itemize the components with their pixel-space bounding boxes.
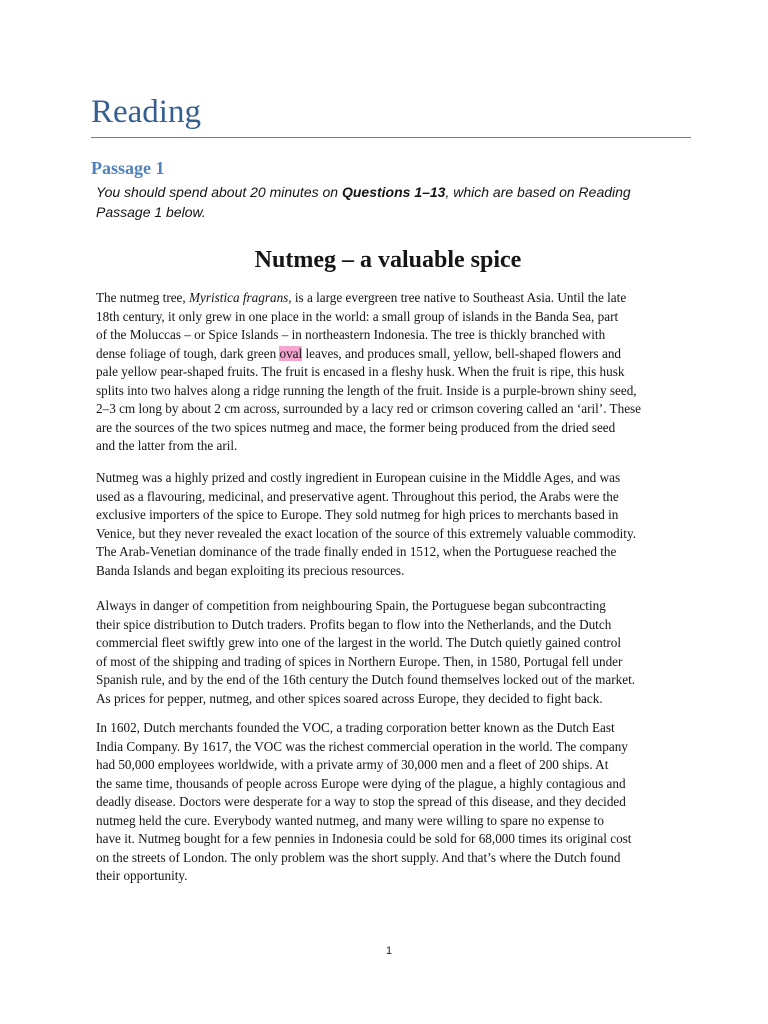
text-line xyxy=(96,719,631,738)
text-line xyxy=(96,382,641,401)
text-run: used as a flavouring, medicinal, and preservative agent. Throughout this period, the Arabs were the xyxy=(96,488,619,504)
text-run: Always in danger of competition from neighbouring Spain, the Portuguese began subcontracting xyxy=(96,598,606,613)
text-line xyxy=(96,400,641,419)
italic-text: Myristica fragrans xyxy=(189,290,289,305)
text-line xyxy=(96,437,641,456)
text-line xyxy=(96,738,631,757)
paragraph-2 xyxy=(96,469,636,580)
instructions xyxy=(96,182,631,222)
text-line xyxy=(96,488,636,507)
text-line xyxy=(96,867,631,886)
text-run: deadly disease. Doctors were desperate for a way to stop the spread of this disease, and they decided xyxy=(96,794,626,809)
passage-title: Nutmeg – a valuable spice xyxy=(254,247,522,273)
text-line xyxy=(96,469,636,488)
text-line xyxy=(96,830,631,849)
paragraph-1 xyxy=(96,289,641,456)
text-line xyxy=(96,182,631,202)
text-run: are the sources of the two spices nutmeg and mace, the former being produced from the dried seed xyxy=(96,419,616,435)
text-run: dense foliage of tough, dark green xyxy=(96,345,280,361)
text-run: , is a large evergreen tree native to Southeast Asia. Until the late xyxy=(288,290,627,305)
text-line xyxy=(96,326,641,345)
paragraph-3 xyxy=(96,597,635,708)
text-run: Spanish rule, and by the end of the 16th century the Dutch found themselves locked out of the market. xyxy=(96,672,636,687)
section-heading: Reading xyxy=(91,94,201,130)
text-line xyxy=(96,419,641,438)
text-run: nutmeg held the cure. Everybody wanted nutmeg, and many were willing to spare no expense to xyxy=(96,812,604,828)
text-run: of the Moluccas – or Spice Islands – in northeastern Indonesia. The tree is thickly branched with xyxy=(96,327,606,342)
text-run: on the streets of London. The only problem was the short supply. And that’s where the Dutch found xyxy=(96,849,621,865)
text-run: Venice, but they never revealed the exact location of the source of this extremely valuable commodity. xyxy=(96,525,636,541)
text-line xyxy=(96,525,636,544)
text-line xyxy=(96,562,636,581)
text-run: In 1602, Dutch merchants founded the VOC, a trading corporation better known as the Dutch East xyxy=(96,720,615,735)
text-run: exclusive importers of the spice to Europe. They sold nutmeg for high prices to merchants based in xyxy=(96,507,619,522)
paragraph-4 xyxy=(96,719,631,886)
text-run: their spice distribution to Dutch traders. Profits began to flow into the Netherlands, and the Dutch xyxy=(96,616,612,632)
text-run: pale yellow pear-shaped fruits. The fruit is encased in a fleshy husk. When the fruit is ripe, this husk xyxy=(96,364,625,379)
text-line xyxy=(96,634,635,653)
text-line xyxy=(96,543,636,562)
text-run: commercial fleet swiftly grew into one of the largest in the world. The Dutch quietly gained control xyxy=(96,635,622,650)
text-run: 18th century, it only grew in one place in the world: a small group of islands in the Banda Sea, part xyxy=(96,308,619,324)
text-line xyxy=(96,690,635,709)
text-run: Passage 1 below. xyxy=(96,204,206,220)
text-line xyxy=(96,289,641,308)
text-line xyxy=(96,308,641,327)
text-line xyxy=(96,506,636,525)
text-run: have it. Nutmeg bought for a few pennies in Indonesia could be sold for 68,000 times its original cost xyxy=(96,831,632,846)
text-run: India Company. By 1617, the VOC was the richest commercial operation in the world. The company xyxy=(96,738,628,754)
text-run: the same time, thousands of people across Europe were dying of the plague, a highly contagious and xyxy=(96,775,626,791)
highlighted-text: oval xyxy=(279,345,303,361)
text-run: , which are based on Reading xyxy=(445,184,631,200)
text-run: their opportunity. xyxy=(96,868,188,883)
text-line xyxy=(96,849,631,868)
text-run: Banda Islands and began exploiting its precious resources. xyxy=(96,562,405,578)
text-line xyxy=(96,597,635,616)
text-line xyxy=(96,775,631,794)
text-run: The Arab-Venetian dominance of the trade finally ended in 1512, when the Portuguese reached the xyxy=(96,544,617,559)
text-line xyxy=(96,756,631,775)
text-run: Nutmeg was a highly prized and costly ingredient in European cuisine in the Middle Ages, and was xyxy=(96,470,621,485)
text-line xyxy=(96,793,631,812)
text-run: splits into two halves along a ridge running the length of the fruit. Inside is a purple-brown shiny seed, xyxy=(96,382,637,398)
text-line xyxy=(96,345,641,364)
bold-text: Questions 1–13 xyxy=(341,184,446,200)
text-run: of most of the shipping and trading of spices in Northern Europe. Then, in 1580, Portugal fell under xyxy=(96,653,623,669)
text-run: The nutmeg tree, xyxy=(96,290,190,305)
heading-divider xyxy=(91,137,691,138)
passage-label: Passage 1 xyxy=(91,158,165,178)
text-line xyxy=(96,671,635,690)
text-run: leaves, and produces small, yellow, bell-shaped flowers and xyxy=(302,345,622,361)
text-line xyxy=(96,363,641,382)
text-run: You should spend about 20 minutes on xyxy=(96,184,342,200)
text-line xyxy=(96,812,631,831)
text-line xyxy=(96,616,635,635)
text-line xyxy=(96,653,635,672)
page-number: 1 xyxy=(385,945,393,957)
text-run: As prices for pepper, nutmeg, and other spices soared across Europe, they decided to fight back. xyxy=(96,690,603,706)
text-run: and the latter from the aril. xyxy=(96,438,238,453)
text-line xyxy=(96,202,631,222)
text-run: 2–3 cm long by about 2 cm across, surrounded by a lacy red or crimson covering called an ‘aril’. These xyxy=(96,401,642,416)
text-run: had 50,000 employees worldwide, with a private army of 30,000 men and a fleet of 200 ships. At xyxy=(96,757,609,772)
